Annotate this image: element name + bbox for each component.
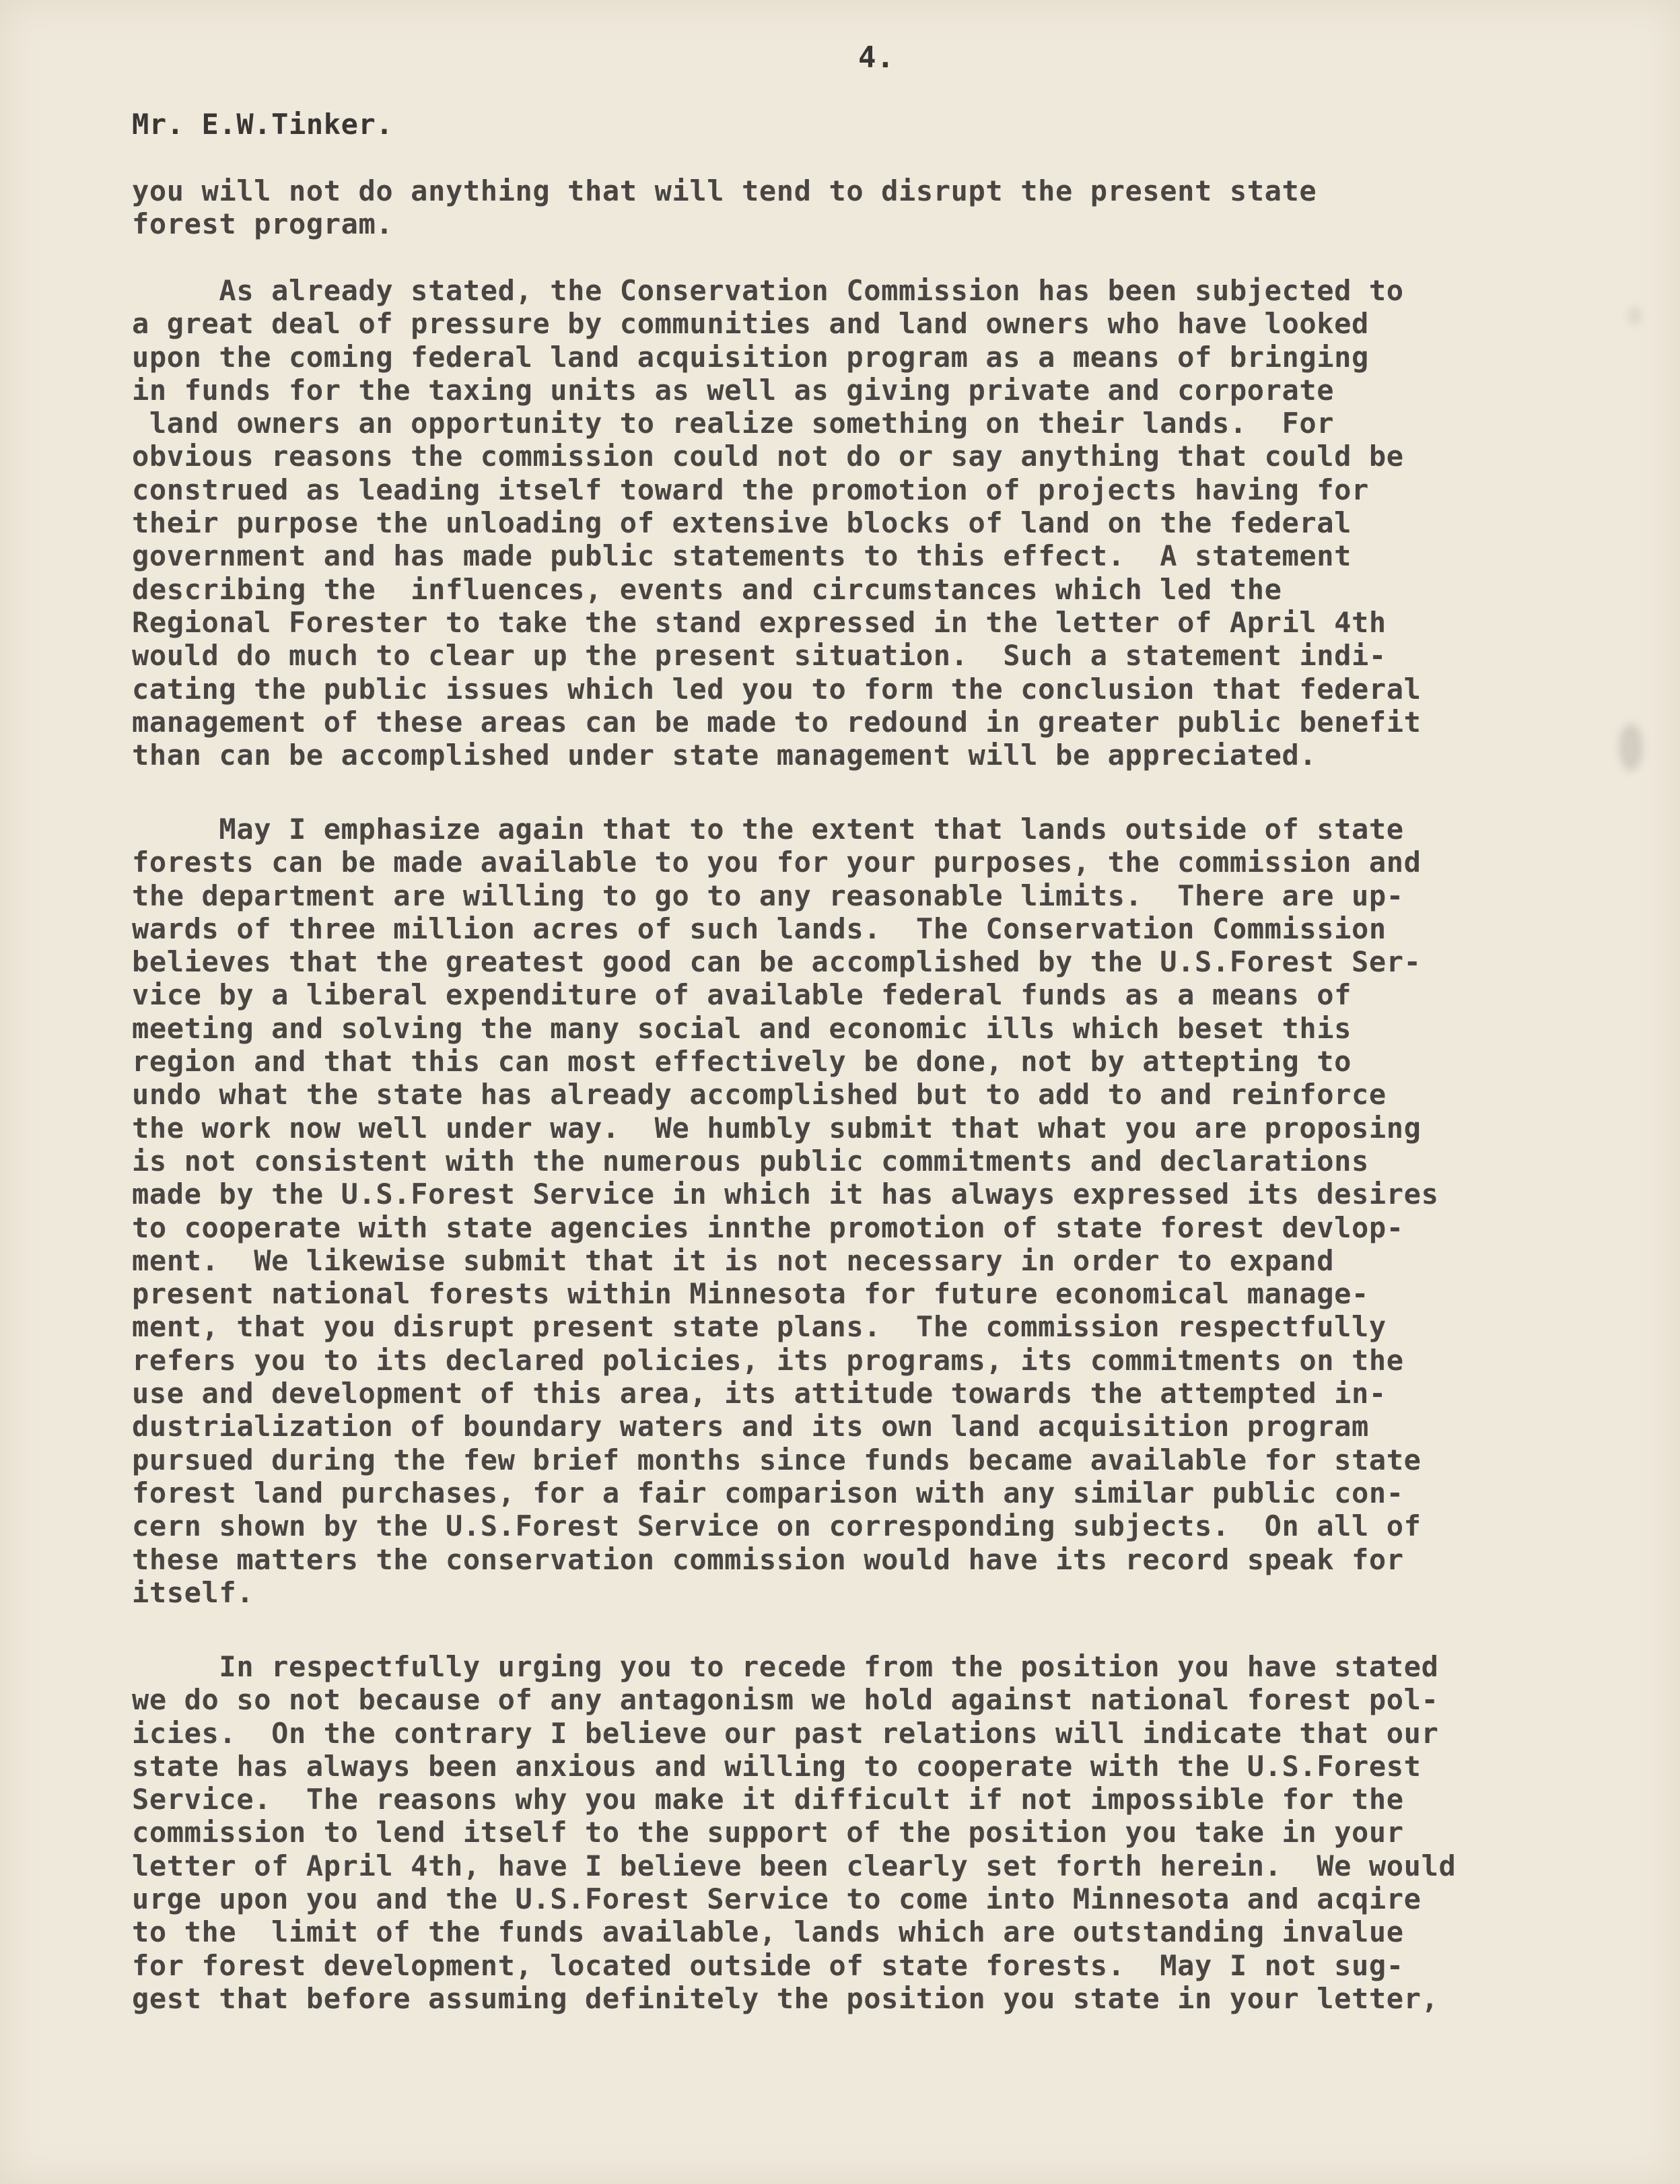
text-line: commission to lend itself to the support of the position you take in your bbox=[132, 1816, 1404, 1849]
text-line: construed as leading itself toward the promotion of projects having for bbox=[132, 473, 1369, 506]
text-line: dustrialization of boundary waters and its own land acquisition program bbox=[132, 1410, 1369, 1443]
text-line: describing the influences, events and circumstances which led the bbox=[132, 572, 1282, 606]
page-number: 4. bbox=[858, 40, 895, 75]
text-line: you will not do anything that will tend to disrupt the present state bbox=[132, 174, 1317, 207]
text-line: itself. bbox=[132, 1575, 254, 1609]
text-line: the work now well under way. We humbly submit that what you are proposing bbox=[132, 1111, 1422, 1145]
text-line: icies. On the contrary I believe our past relations will indicate that our bbox=[132, 1716, 1439, 1750]
text-line: land owners an opportunity to realize something on their lands. For bbox=[132, 407, 1335, 440]
text-line: is not consistent with the numerous public commitments and declarations bbox=[132, 1144, 1369, 1178]
text-line: May I emphasize again that to the extent that lands outside of state bbox=[132, 813, 1404, 846]
text-line: gest that before assuming definitely the position you state in your letter, bbox=[132, 1981, 1439, 2015]
text-line: for forest development, located outside of state forests. May I not sug- bbox=[132, 1948, 1404, 1982]
paragraph-1 bbox=[132, 174, 1653, 241]
ink-smudge bbox=[1628, 306, 1642, 325]
text-line: urge upon you and the U.S.Forest Service to come into Minnesota and acqire bbox=[132, 1882, 1422, 1916]
text-line: undo what the state has already accomplished but to add to and reinforce bbox=[132, 1078, 1387, 1112]
text-line: region and that this can most effectively be done, not by attepting to bbox=[132, 1045, 1352, 1079]
text-line: in funds for the taxing units as well as giving private and corporate bbox=[132, 373, 1335, 407]
text-line: use and development of this area, its attitude towards the attempted in- bbox=[132, 1377, 1387, 1410]
text-line: these matters the conservation commission would have its record speak for bbox=[132, 1542, 1404, 1576]
text-line: forests can be made available to you for your purposes, the commission and bbox=[132, 846, 1422, 879]
text-line: upon the coming federal land acquisition program as a means of bringing bbox=[132, 340, 1369, 374]
text-line: the department are willing to go to any reasonable limits. There are up- bbox=[132, 879, 1404, 912]
text-line: Service. The reasons why you make it difficult if not impossible for the bbox=[132, 1783, 1404, 1816]
text-line: believes that the greatest good can be accomplished by the U.S.Forest Ser- bbox=[132, 945, 1422, 979]
text-line: ment. We likewise submit that it is not necessary in order to expand bbox=[132, 1243, 1335, 1277]
text-line: wards of three million acres of such lands. The Conservation Commission bbox=[132, 912, 1387, 945]
text-line: As already stated, the Conservation Commission has been subjected to bbox=[132, 274, 1404, 307]
text-line: vice by a liberal expenditure of available federal funds as a means of bbox=[132, 978, 1352, 1012]
paragraph-2 bbox=[132, 274, 1653, 772]
ink-smudge bbox=[1619, 724, 1643, 771]
text-line: cating the public issues which led you to form the conclusion that federal bbox=[132, 672, 1422, 706]
text-line: refers you to its declared policies, its programs, its commitments on the bbox=[132, 1343, 1404, 1377]
text-line: their purpose the unloading of extensive blocks of land on the federal bbox=[132, 506, 1352, 540]
text-line: cern shown by the U.S.Forest Service on corresponding subjects. On all of bbox=[132, 1509, 1422, 1543]
text-line: ment, that you disrupt present state plans. The commission respectfully bbox=[132, 1310, 1387, 1344]
text-line: pursued during the few brief months since funds became available for state bbox=[132, 1443, 1422, 1476]
text-line: government and has made public statements to this effect. A statement bbox=[132, 539, 1352, 573]
text-line: to cooperate with state agencies innthe promotion of state forest devlop- bbox=[132, 1210, 1404, 1244]
text-line: meeting and solving the many social and economic ills which beset this bbox=[132, 1011, 1352, 1045]
text-line: a great deal of pressure by communities and land owners who have looked bbox=[132, 307, 1369, 341]
text-line: forest program. bbox=[132, 207, 394, 241]
text-line: to the limit of the funds available, lands which are outstanding invalue bbox=[132, 1915, 1404, 1949]
recipient-heading: Mr. E.W.Tinker. bbox=[132, 108, 394, 141]
text-line: In respectfully urging you to recede from the position you have stated bbox=[132, 1650, 1439, 1683]
text-line: than can be accomplished under state management will be appreciated. bbox=[132, 739, 1317, 772]
text-line: Regional Forester to take the stand expressed in the letter of April 4th bbox=[132, 605, 1387, 639]
text-line: forest land purchases, for a fair comparison with any similar public con- bbox=[132, 1476, 1404, 1509]
text-line: obvious reasons the commission could not do or say anything that could be bbox=[132, 440, 1404, 473]
text-line: state has always been anxious and willing to cooperate with the U.S.Forest bbox=[132, 1749, 1422, 1783]
text-line: present national forests within Minnesota for future economical manage- bbox=[132, 1277, 1369, 1311]
text-line: would do much to clear up the present situation. Such a statement indi- bbox=[132, 639, 1387, 673]
text-line: we do so not because of any antagonism we hold against national forest pol- bbox=[132, 1683, 1439, 1717]
paragraph-3 bbox=[132, 813, 1653, 1609]
paragraph-4 bbox=[132, 1650, 1653, 2015]
text-line: made by the U.S.Forest Service in which it has always expressed its desires bbox=[132, 1178, 1439, 1211]
text-line: letter of April 4th, have I believe been clearly set forth herein. We would bbox=[132, 1849, 1457, 1882]
text-line: management of these areas can be made to redound in greater public benefit bbox=[132, 705, 1422, 739]
